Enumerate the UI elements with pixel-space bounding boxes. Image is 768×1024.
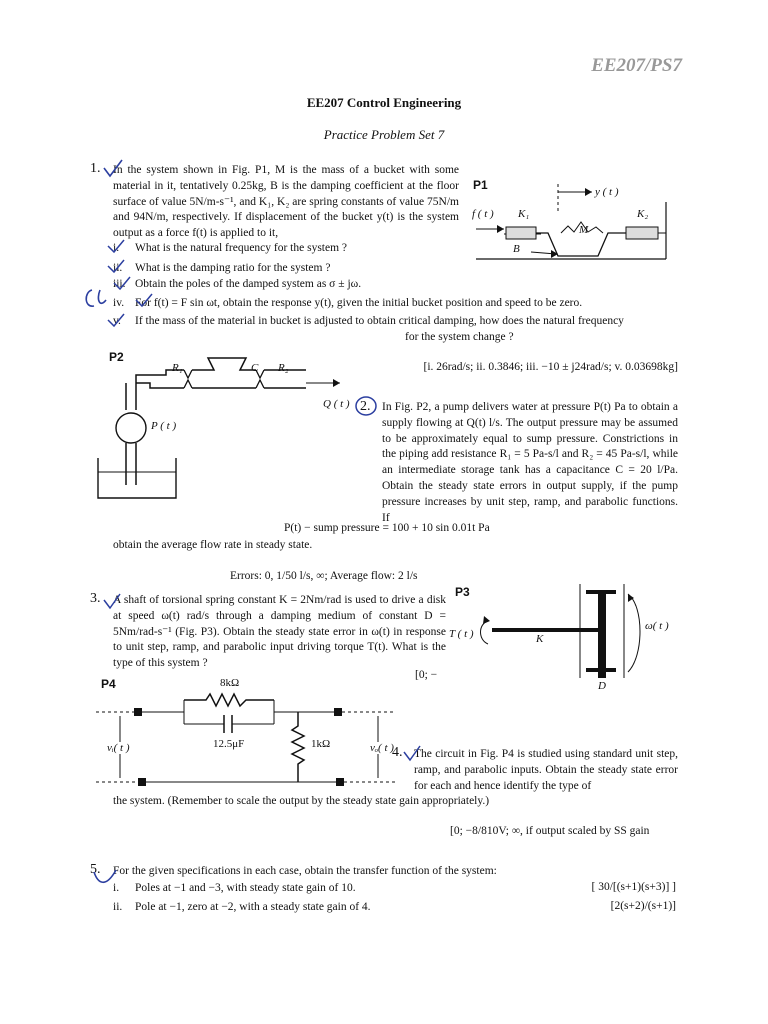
q1-text: In the system shown in Fig. P1, M is the mass of a bucket with some material in it, tentatively 0.25kg, B is the damping coefficient at the floor surface of value 5N/m-s⁻¹, and K₁, K₂ are spring constants of value 75N/m and 94N/m, respectively. If displacement of the bucket y(t) is the system output as a force f(t) is applied to it, — [113, 164, 459, 240]
q1-item-2: What is the damping ratio for the system ? — [135, 262, 331, 274]
q4-answer: [0; −8/810V; ∞, if output scaled by SS gain — [450, 825, 650, 837]
p1-mass-label: M — [579, 224, 589, 236]
q1-answer: [i. 26rad/s; ii. 0.3846; iii. −10 ± j24rad/s; v. 0.03698kg] — [423, 361, 678, 373]
q4-number: 4. — [392, 745, 403, 760]
q1-item-5-marker: v. — [113, 315, 121, 327]
p3-torque-label: T ( t ) — [449, 628, 474, 640]
p1-k2-label: K₂ — [637, 208, 649, 220]
q5-item-2-marker: ii. — [113, 901, 123, 913]
q4-text: The circuit in Fig. P4 is studied using standard unit step, ramp, and parabolic inputs. Obtain the steady state error for each and hence identify the type of — [414, 748, 678, 792]
q5-item-1-marker: i. — [113, 882, 120, 894]
q1-item-5: If the mass of the material in bucket is adjusted to obtain critical damping, how does the natural frequency — [135, 315, 624, 327]
q2-text: In Fig. P2, a pump delivers water at pressure P(t) Pa to obtain a supply flowing at Q(t) l/s. The output pressure may be assumed to be approximately equal to sump pressure. Constrictions in the piping add resistance R₁ = 5 Pa-s/l and R₂ = 45 Pa-s/l, while an intermediate storage tank has a capacitance C = 20 l/Pa. Obtain the steady state errors in output supply, if the pump pressure increases by unit step, ramp, and parabolic functions. If — [382, 401, 678, 524]
page-subtitle: Practice Problem Set 7 — [323, 127, 445, 142]
q1-item-5-cont: for the system change ? — [405, 331, 514, 343]
figure-p1-label: P1 — [473, 178, 488, 192]
p4-r8k-label: 8kΩ — [220, 677, 240, 689]
p1-force-label: f ( t ) — [472, 208, 494, 220]
q1-item-3: Obtain the poles of the damped system as σ ± jω. — [135, 278, 362, 290]
course-code: EE207/PS7 — [591, 55, 682, 76]
figure-p2-label: P2 — [109, 350, 124, 364]
p4-capacitor-label: 12.5μF — [213, 738, 245, 750]
figure-p3-label: P3 — [455, 585, 470, 599]
p3-damping-label: D — [598, 680, 606, 692]
p4-r1k-label: 1kΩ — [311, 738, 331, 750]
p4-input-label: vᵢ( t ) — [107, 742, 130, 754]
q2-equation: P(t) − sump pressure = 100 + 10 sin 0.01t Pa — [284, 522, 490, 534]
q5-item-2: Pole at −1, zero at −2, with a steady state gain of 4. — [135, 901, 371, 913]
q5-item-1: Poles at −1 and −3, with steady state gain of 10. — [135, 882, 356, 894]
p3-spring-label: K — [536, 633, 544, 645]
q1-item-4-marker: iv. — [113, 297, 125, 309]
q1-item-4: For f(t) = F sin ωt, obtain the response y(t), given the initial bucket position and speed to be zero. — [135, 297, 583, 309]
q1-item-1: What is the natural frequency for the system ? — [135, 242, 348, 254]
figure-p4-label: P4 — [101, 677, 116, 691]
q4-text-cont: the system. (Remember to scale the output by the steady state gain appropriately.) — [113, 795, 490, 807]
p1-damping-label: B — [513, 243, 520, 255]
q5-item-1-answer: [ 30/[(s+1)(s+3)] ] — [591, 881, 676, 893]
q1-item-2-marker: ii. — [113, 262, 123, 274]
q1-number: 1. — [90, 161, 101, 176]
p4-output-label: vₒ( t ) — [370, 742, 394, 754]
p2-r1-label: R₁ — [172, 362, 183, 374]
q3-text: A shaft of torsional spring constant K = 2Nm/rad is used to drive a disk at speed ω(t) rad/s through a damping medium of constant D = 5Nm/rad-s⁻¹ (Fig. P3). Obtain the steady state error in ω(t) in response to unit step, ramp, and parabolic input driving torque T(t). What is the type of this system ? — [113, 594, 446, 670]
p1-displacement-label: y ( t ) — [595, 186, 619, 198]
q5-item-2-answer: [2(s+2)/(s+1)] — [610, 900, 676, 912]
q1-item-3-marker: iii. — [113, 278, 126, 290]
q2-text-cont: obtain the average flow rate in steady state. — [113, 539, 313, 551]
q2-answer: Errors: 0, 1/50 l/s, ∞; Average flow: 2 l/s — [230, 570, 418, 582]
p2-flow-label: Q ( t ) — [323, 398, 350, 410]
q3-number: 3. — [90, 591, 101, 606]
p2-r2-label: R₂ — [278, 362, 289, 374]
q5-number: 5. — [90, 862, 101, 877]
p2-pressure-label: P ( t ) — [151, 420, 177, 432]
q5-text: For the given specifications in each case, obtain the transfer function of the system: — [113, 865, 497, 877]
p1-k1-label: K₁ — [518, 208, 530, 220]
q3-answer: [0; − — [415, 669, 438, 681]
page-title: EE207 Control Engineering — [306, 95, 462, 110]
q1-item-1-marker: i. — [113, 242, 120, 254]
p2-c-label: C — [251, 362, 259, 374]
p3-speed-label: ω( t ) — [645, 620, 669, 632]
q2-number: 2. — [360, 399, 371, 414]
